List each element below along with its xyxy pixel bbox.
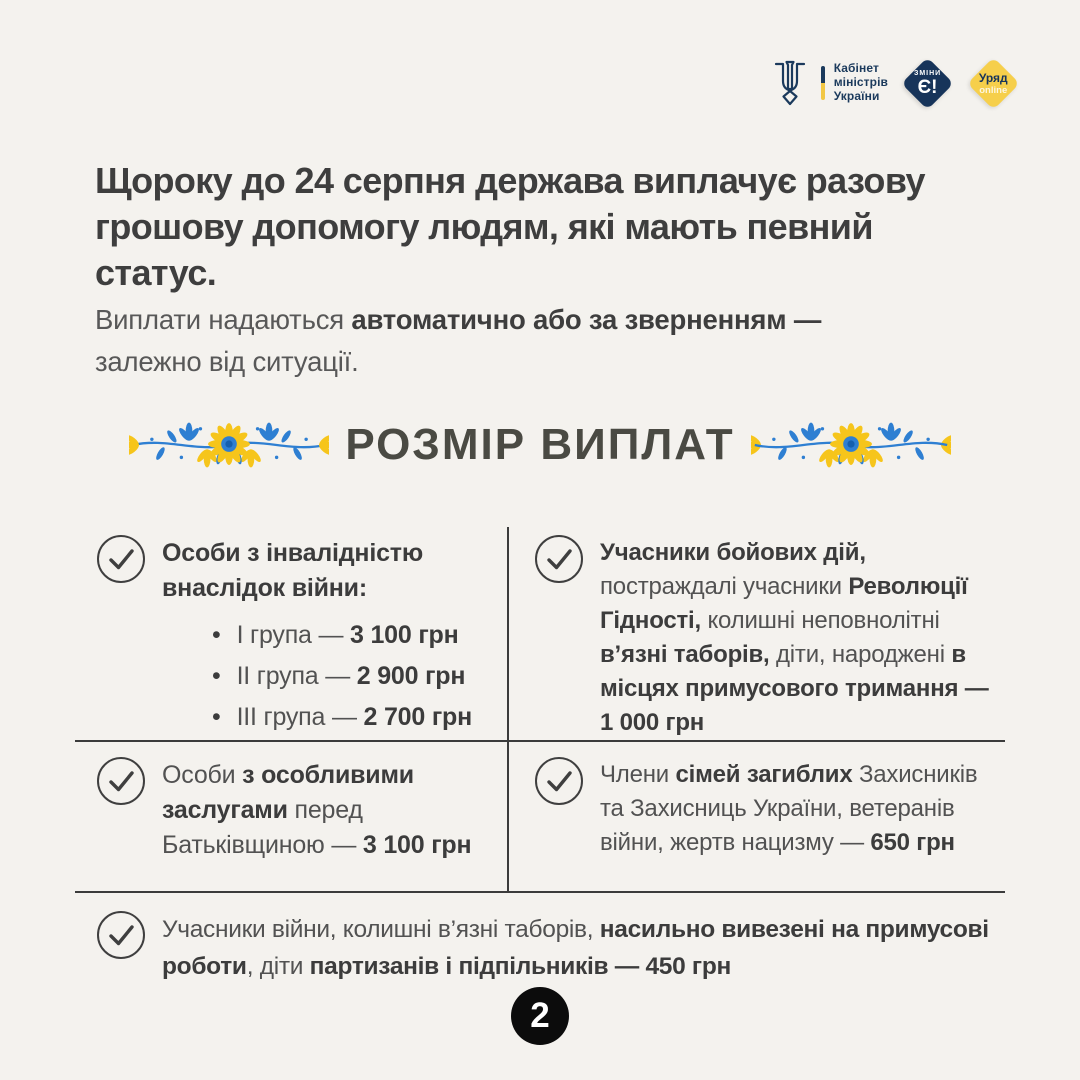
uryad-online-badge [966, 56, 1020, 110]
check-icon [96, 756, 146, 806]
horizontal-divider-2 [75, 891, 1005, 893]
check-icon [96, 910, 146, 960]
zminy-badge-main-label: Є! [917, 76, 937, 98]
payment-text-war-participants: Учасники війни, колишні в’язні таборів, насильно вивезені на примусові роботи, діти партизанів і підпільників — 450 грн [162, 916, 989, 980]
flag-bar [821, 66, 825, 100]
group-2-amount: ІІ група — 2 900 грн [236, 662, 466, 690]
payment-item-combatants [534, 534, 990, 740]
check-icon [96, 534, 146, 584]
zminy-badge-top-label: ЗМІНИ [913, 69, 941, 77]
payment-item-special-merits [96, 756, 492, 863]
page-heading: Щороку до 24 серпня держава виплачує разову грошову допомогу людям, які мають певний статус. [95, 160, 925, 294]
cabinet-line-3: України [833, 88, 880, 103]
zminy-badge [900, 56, 954, 110]
check-icon [534, 756, 584, 806]
payment-item-disability [96, 534, 492, 735]
cabinet-logo-text [834, 62, 888, 103]
floral-ornament-right-icon [751, 414, 951, 476]
payment-text-combatants: Учасники бойових дій, постраждалі учасники Революції Гідності, колишні неповнолітні в’язні таборів, діти, народжені в місцях примусового тримання — 1 000 грн [600, 539, 989, 737]
payment-title-disability: Особи з інвалідністю внаслідок війни: [162, 539, 423, 602]
trident-icon [768, 58, 812, 108]
check-icon [534, 534, 584, 584]
uryad-badge-bottom-label: online [979, 84, 1007, 96]
payment-item-war-participants [96, 910, 998, 986]
payment-text-special-merits: Особи з особливими заслугами перед Батьківщиною — 3 100 грн [162, 761, 472, 859]
list-item [212, 659, 492, 694]
page-number: 2 [530, 995, 550, 1035]
uryad-badge-top-label: Уряд [978, 70, 1008, 85]
group-1-amount: І група — 3 100 грн [236, 621, 459, 649]
cabinet-of-ministers-logo [768, 58, 888, 108]
payment-text-disability [162, 534, 492, 735]
cabinet-line-1: Кабінет [833, 61, 879, 76]
section-title: РОЗМІР ВИПЛАТ [345, 420, 735, 469]
bullet-icon: • [212, 621, 221, 649]
section-header [0, 414, 1080, 476]
bullet-icon: • [212, 662, 221, 690]
cabinet-line-2: міністрів [833, 75, 888, 90]
vertical-divider [507, 527, 509, 893]
bullet-icon: • [212, 703, 221, 731]
payment-text-families: Члени сімей загиблих Захисників та Захисниць України, ветеранів війни, жертв нацизму — 650 грн [600, 761, 978, 857]
group-3-amount: ІІІ група — 2 700 грн [236, 703, 473, 731]
floral-ornament-left-icon [129, 414, 329, 476]
header-logos [768, 56, 1020, 110]
page-number-badge [511, 987, 569, 1045]
list-item [212, 700, 492, 735]
disability-groups-list [162, 618, 492, 735]
payment-item-families [534, 756, 990, 860]
list-item [212, 618, 492, 653]
intro-subtext: Виплати надаються автоматично або за зверненням — залежно від ситуації. [95, 304, 822, 377]
